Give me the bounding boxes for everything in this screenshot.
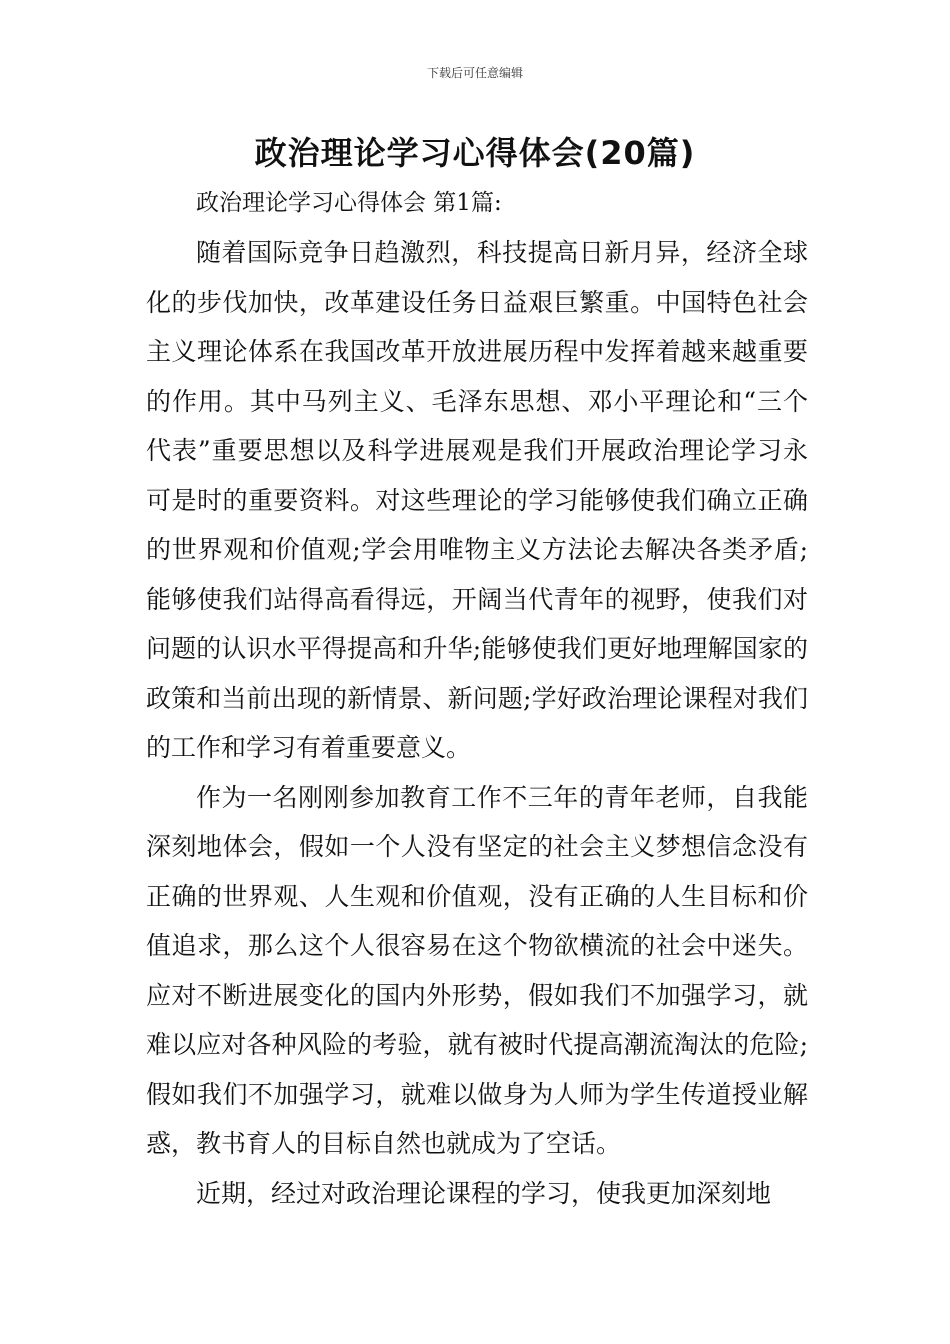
- paragraph: 近期，经过对政治理论课程的学习，使我更加深刻地: [196, 1178, 772, 1208]
- paragraph: 随着国际竞争日趋激烈，科技提高日新月异，经济全球化的步伐加快，改革建设任务日益艰巨繁重。中国特色社会主义理论体系在我国改革开放进展历程中发挥着越来越重要的作用。其中马列主义、毛泽东思想、邓小平理论和“三个代表”重要思想以及科学进展观是我们开展政治理论学习永可是时的重要资料。对这些理论的学习能够使我们确立正确的世界观和价值观;学会用唯物主义方法论去解决各类矛盾;能够使我们站得高看得远，开阔当代青年的视野，使我们对问题的认识水平得提高和升华;能够使我们更好地理解国家的政策和当前出现的新情景、新问题;学好政治理论课程对我们的工作和学习有着重要意义。: [146, 238, 808, 762]
- header-note: 下载后可任意编辑: [426, 66, 523, 80]
- document-body: [146, 228, 808, 1218]
- section-heading: 政治理论学习心得体会 第1篇:: [196, 190, 502, 216]
- document-title: 政治理论学习心得体会(20篇): [254, 134, 696, 172]
- paragraph: 作为一名刚刚参加教育工作不三年的青年老师，自我能深刻地体会，假如一个人没有坚定的社会主义梦想信念没有正确的世界观、人生观和价值观，没有正确的人生目标和价值追求，那么这个人很容易在这个物欲横流的社会中迷失。应对不断进展变化的国内外形势，假如我们不加强学习，就难以应对各种风险的考验，就有被时代提高潮流淘汰的危险;假如我们不加强学习，就难以做身为人师为学生传道授业解惑，教书育人的目标自然也就成为了空话。: [146, 782, 808, 1158]
